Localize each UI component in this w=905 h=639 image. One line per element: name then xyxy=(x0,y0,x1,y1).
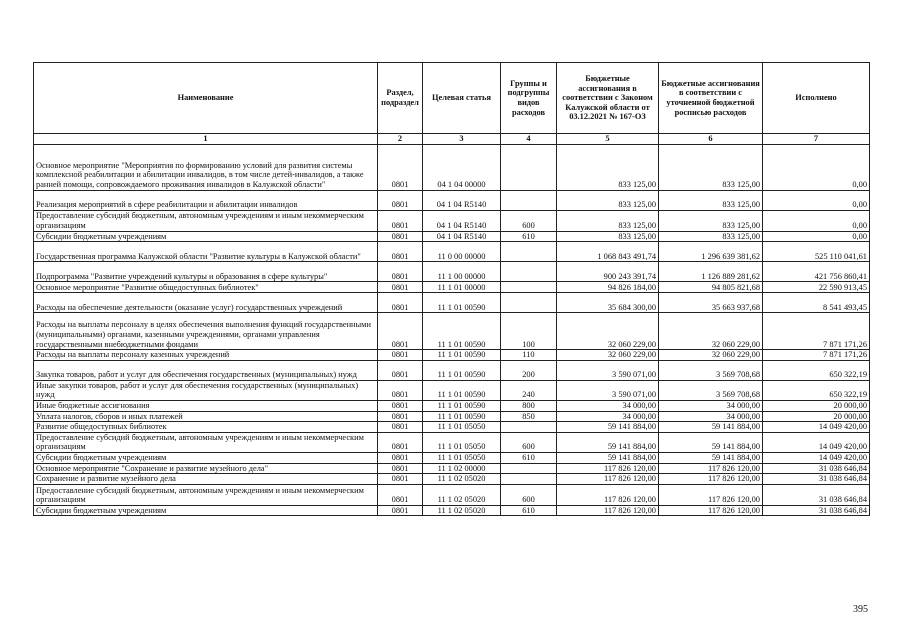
row-law-allocation: 117 826 120,00 xyxy=(557,474,659,485)
table-row xyxy=(34,505,870,516)
row-law-allocation: 833 125,00 xyxy=(557,210,659,231)
row-section: 0801 xyxy=(378,313,423,350)
row-section: 0801 xyxy=(378,144,423,190)
row-section: 0801 xyxy=(378,350,423,361)
row-section: 0801 xyxy=(378,380,423,400)
table-row xyxy=(34,210,870,231)
row-section: 0801 xyxy=(378,422,423,433)
row-law-allocation: 3 590 071,00 xyxy=(557,360,659,380)
row-section: 0801 xyxy=(378,432,423,452)
row-target-article: 04 1 04 R5140 xyxy=(423,231,501,242)
row-executed: 7 871 171,26 xyxy=(763,313,870,350)
row-name: Реализация мероприятий в сфере реабилитации и абилитации инвалидов xyxy=(34,190,378,210)
row-section: 0801 xyxy=(378,505,423,516)
table-body xyxy=(34,144,870,516)
row-target-article: 11 1 01 05050 xyxy=(423,432,501,452)
table-row xyxy=(34,144,870,190)
table-row xyxy=(34,231,870,242)
column-number: 2 xyxy=(378,134,423,145)
row-expense-group: 610 xyxy=(501,452,557,463)
row-executed: 8 541 493,45 xyxy=(763,293,870,313)
table-row xyxy=(34,282,870,293)
row-refined-allocation: 833 125,00 xyxy=(659,231,763,242)
column-number-row xyxy=(34,134,870,145)
row-refined-allocation: 35 663 937,68 xyxy=(659,293,763,313)
row-target-article: 04 1 04 R5140 xyxy=(423,190,501,210)
row-name: Предоставление субсидий бюджетным, автономным учреждениям и иным некоммерческим организациям xyxy=(34,432,378,452)
row-section: 0801 xyxy=(378,474,423,485)
row-law-allocation: 117 826 120,00 xyxy=(557,505,659,516)
row-target-article: 11 1 02 05020 xyxy=(423,484,501,505)
row-target-article: 04 1 04 R5140 xyxy=(423,210,501,231)
row-name: Развитие общедоступных библиотек xyxy=(34,422,378,433)
row-target-article: 11 1 01 05050 xyxy=(423,422,501,433)
row-law-allocation: 833 125,00 xyxy=(557,231,659,242)
row-law-allocation: 34 000,00 xyxy=(557,400,659,411)
row-refined-allocation: 117 826 120,00 xyxy=(659,463,763,474)
row-expense-group xyxy=(501,463,557,474)
table-row xyxy=(34,400,870,411)
column-number: 7 xyxy=(763,134,870,145)
table-row xyxy=(34,350,870,361)
row-expense-group: 600 xyxy=(501,432,557,452)
row-section: 0801 xyxy=(378,360,423,380)
row-name: Предоставление субсидий бюджетным, автономным учреждениям и иным некоммерческим организациям xyxy=(34,484,378,505)
row-refined-allocation: 833 125,00 xyxy=(659,190,763,210)
table-row xyxy=(34,262,870,282)
row-name: Уплата налогов, сборов и иных платежей xyxy=(34,411,378,422)
row-executed: 31 038 646,84 xyxy=(763,484,870,505)
row-law-allocation: 833 125,00 xyxy=(557,144,659,190)
row-name: Расходы на выплаты персоналу в целях обеспечения выполнения функций государственными (муниципальными) органами, казенными учреждениями, органами управления государственными внебюджетными фондами xyxy=(34,313,378,350)
row-law-allocation: 117 826 120,00 xyxy=(557,463,659,474)
row-target-article: 11 1 02 00000 xyxy=(423,463,501,474)
row-refined-allocation: 59 141 884,00 xyxy=(659,452,763,463)
row-law-allocation: 32 060 229,00 xyxy=(557,350,659,361)
column-number: 5 xyxy=(557,134,659,145)
row-name: Основное мероприятие "Мероприятия по формированию условий для развития системы комплексной реабилитации и абилитации инвалидов, в том числе детей-инвалидов, а также ранней помощи, сопровождаемого проживания инвалидов в Калужской области" xyxy=(34,144,378,190)
row-expense-group: 240 xyxy=(501,380,557,400)
row-name: Расходы на выплаты персоналу казенных учреждений xyxy=(34,350,378,361)
header-expense-group: Группы и подгруппы видов расходов xyxy=(501,63,557,134)
row-name: Субсидии бюджетным учреждениям xyxy=(34,505,378,516)
row-expense-group: 610 xyxy=(501,231,557,242)
row-expense-group: 610 xyxy=(501,505,557,516)
row-executed: 20 000,00 xyxy=(763,411,870,422)
row-law-allocation: 3 590 071,00 xyxy=(557,380,659,400)
row-name: Основное мероприятие "Развитие общедоступных библиотек" xyxy=(34,282,378,293)
row-target-article: 11 1 01 00590 xyxy=(423,293,501,313)
row-executed: 421 756 860,41 xyxy=(763,262,870,282)
row-target-article: 11 1 01 00590 xyxy=(423,400,501,411)
row-section: 0801 xyxy=(378,411,423,422)
row-target-article: 11 1 01 00590 xyxy=(423,380,501,400)
column-number: 1 xyxy=(34,134,378,145)
row-expense-group xyxy=(501,190,557,210)
row-name: Сохранение и развитие музейного дела xyxy=(34,474,378,485)
row-executed: 7 871 171,26 xyxy=(763,350,870,361)
row-expense-group xyxy=(501,422,557,433)
table-row xyxy=(34,360,870,380)
column-number: 6 xyxy=(659,134,763,145)
row-section: 0801 xyxy=(378,400,423,411)
table-row xyxy=(34,411,870,422)
row-refined-allocation: 94 805 821,68 xyxy=(659,282,763,293)
table-row xyxy=(34,422,870,433)
row-executed: 0,00 xyxy=(763,210,870,231)
table-row xyxy=(34,463,870,474)
row-section: 0801 xyxy=(378,242,423,262)
row-refined-allocation: 59 141 884,00 xyxy=(659,422,763,433)
row-name: Субсидии бюджетным учреждениям xyxy=(34,452,378,463)
row-name: Государственная программа Калужской области "Развитие культуры в Калужской области" xyxy=(34,242,378,262)
row-refined-allocation: 32 060 229,00 xyxy=(659,313,763,350)
row-expense-group xyxy=(501,282,557,293)
row-law-allocation: 833 125,00 xyxy=(557,190,659,210)
row-executed: 31 038 646,84 xyxy=(763,474,870,485)
table-row xyxy=(34,474,870,485)
header-executed: Исполнено xyxy=(763,63,870,134)
row-refined-allocation: 59 141 884,00 xyxy=(659,432,763,452)
row-refined-allocation: 833 125,00 xyxy=(659,144,763,190)
row-refined-allocation: 1 126 889 281,62 xyxy=(659,262,763,282)
row-executed: 650 322,19 xyxy=(763,380,870,400)
row-refined-allocation: 3 569 708,68 xyxy=(659,360,763,380)
row-expense-group xyxy=(501,242,557,262)
row-refined-allocation: 1 296 639 381,62 xyxy=(659,242,763,262)
row-refined-allocation: 32 060 229,00 xyxy=(659,350,763,361)
table-row xyxy=(34,293,870,313)
row-target-article: 11 1 01 05050 xyxy=(423,452,501,463)
row-expense-group: 600 xyxy=(501,210,557,231)
row-expense-group: 100 xyxy=(501,313,557,350)
row-refined-allocation: 117 826 120,00 xyxy=(659,505,763,516)
row-executed: 14 049 420,00 xyxy=(763,452,870,463)
table-row xyxy=(34,190,870,210)
row-executed: 14 049 420,00 xyxy=(763,432,870,452)
row-name: Предоставление субсидий бюджетным, автономным учреждениям и иным некоммерческим организациям xyxy=(34,210,378,231)
column-number: 3 xyxy=(423,134,501,145)
row-section: 0801 xyxy=(378,190,423,210)
row-expense-group xyxy=(501,144,557,190)
row-section: 0801 xyxy=(378,262,423,282)
row-name: Иные бюджетные ассигнования xyxy=(34,400,378,411)
row-refined-allocation: 117 826 120,00 xyxy=(659,484,763,505)
row-refined-allocation: 34 000,00 xyxy=(659,411,763,422)
row-executed: 31 038 646,84 xyxy=(763,505,870,516)
row-section: 0801 xyxy=(378,210,423,231)
row-expense-group: 850 xyxy=(501,411,557,422)
row-target-article: 11 1 01 00590 xyxy=(423,350,501,361)
row-name: Субсидии бюджетным учреждениям xyxy=(34,231,378,242)
row-expense-group: 110 xyxy=(501,350,557,361)
row-section: 0801 xyxy=(378,231,423,242)
row-refined-allocation: 117 826 120,00 xyxy=(659,474,763,485)
row-target-article: 11 1 01 00000 xyxy=(423,282,501,293)
header-refined-allocations: Бюджетные ассигнования в соответствии с уточненной бюджетной росписью расходов xyxy=(659,63,763,134)
row-executed: 0,00 xyxy=(763,231,870,242)
row-target-article: 11 1 01 00590 xyxy=(423,411,501,422)
table-row xyxy=(34,432,870,452)
row-target-article: 11 0 00 00000 xyxy=(423,242,501,262)
row-expense-group xyxy=(501,262,557,282)
row-target-article: 11 1 00 00000 xyxy=(423,262,501,282)
table-row xyxy=(34,380,870,400)
row-law-allocation: 94 826 184,00 xyxy=(557,282,659,293)
row-refined-allocation: 833 125,00 xyxy=(659,210,763,231)
header-law-allocations: Бюджетные ассигнования в соответствии с Законом Калужской области от 03.12.2021 № 167-ОЗ xyxy=(557,63,659,134)
row-law-allocation: 35 684 300,00 xyxy=(557,293,659,313)
row-executed: 14 049 420,00 xyxy=(763,422,870,433)
row-executed: 22 590 913,45 xyxy=(763,282,870,293)
page-number: 395 xyxy=(853,604,868,615)
row-expense-group: 600 xyxy=(501,484,557,505)
budget-table xyxy=(33,62,870,516)
table-row xyxy=(34,484,870,505)
header-row xyxy=(34,63,870,134)
row-target-article: 04 1 04 00000 xyxy=(423,144,501,190)
row-target-article: 11 1 02 05020 xyxy=(423,474,501,485)
row-law-allocation: 117 826 120,00 xyxy=(557,484,659,505)
row-name: Расходы на обеспечение деятельности (оказание услуг) государственных учреждений xyxy=(34,293,378,313)
row-name: Подпрограмма "Развитие учреждений культуры и образования в сфере культуры" xyxy=(34,262,378,282)
row-executed: 31 038 646,84 xyxy=(763,463,870,474)
row-section: 0801 xyxy=(378,293,423,313)
row-law-allocation: 59 141 884,00 xyxy=(557,432,659,452)
column-number: 4 xyxy=(501,134,557,145)
row-law-allocation: 34 000,00 xyxy=(557,411,659,422)
row-law-allocation: 59 141 884,00 xyxy=(557,422,659,433)
row-law-allocation: 59 141 884,00 xyxy=(557,452,659,463)
row-expense-group xyxy=(501,474,557,485)
row-expense-group: 800 xyxy=(501,400,557,411)
row-law-allocation: 1 068 843 491,74 xyxy=(557,242,659,262)
row-expense-group xyxy=(501,293,557,313)
row-executed: 650 322,19 xyxy=(763,360,870,380)
row-executed: 20 000,00 xyxy=(763,400,870,411)
header-target-article: Целевая статья xyxy=(423,63,501,134)
header-section: Раздел, подраздел xyxy=(378,63,423,134)
row-law-allocation: 32 060 229,00 xyxy=(557,313,659,350)
row-name: Основное мероприятие "Сохранение и развитие музейного дела" xyxy=(34,463,378,474)
row-executed: 0,00 xyxy=(763,190,870,210)
row-executed: 525 110 041,61 xyxy=(763,242,870,262)
header-name: Наименование xyxy=(34,63,378,134)
row-section: 0801 xyxy=(378,452,423,463)
row-name: Закупка товаров, работ и услуг для обеспечения государственных (муниципальных) нужд xyxy=(34,360,378,380)
table-row xyxy=(34,313,870,350)
row-target-article: 11 1 01 00590 xyxy=(423,360,501,380)
row-executed: 0,00 xyxy=(763,144,870,190)
row-expense-group: 200 xyxy=(501,360,557,380)
row-refined-allocation: 34 000,00 xyxy=(659,400,763,411)
row-section: 0801 xyxy=(378,282,423,293)
row-law-allocation: 900 243 391,74 xyxy=(557,262,659,282)
row-name: Иные закупки товаров, работ и услуг для обеспечения государственных (муниципальных) нужд xyxy=(34,380,378,400)
table-row xyxy=(34,452,870,463)
table-row xyxy=(34,242,870,262)
row-target-article: 11 1 02 05020 xyxy=(423,505,501,516)
row-refined-allocation: 3 569 708,68 xyxy=(659,380,763,400)
row-section: 0801 xyxy=(378,463,423,474)
row-target-article: 11 1 01 00590 xyxy=(423,313,501,350)
row-section: 0801 xyxy=(378,484,423,505)
